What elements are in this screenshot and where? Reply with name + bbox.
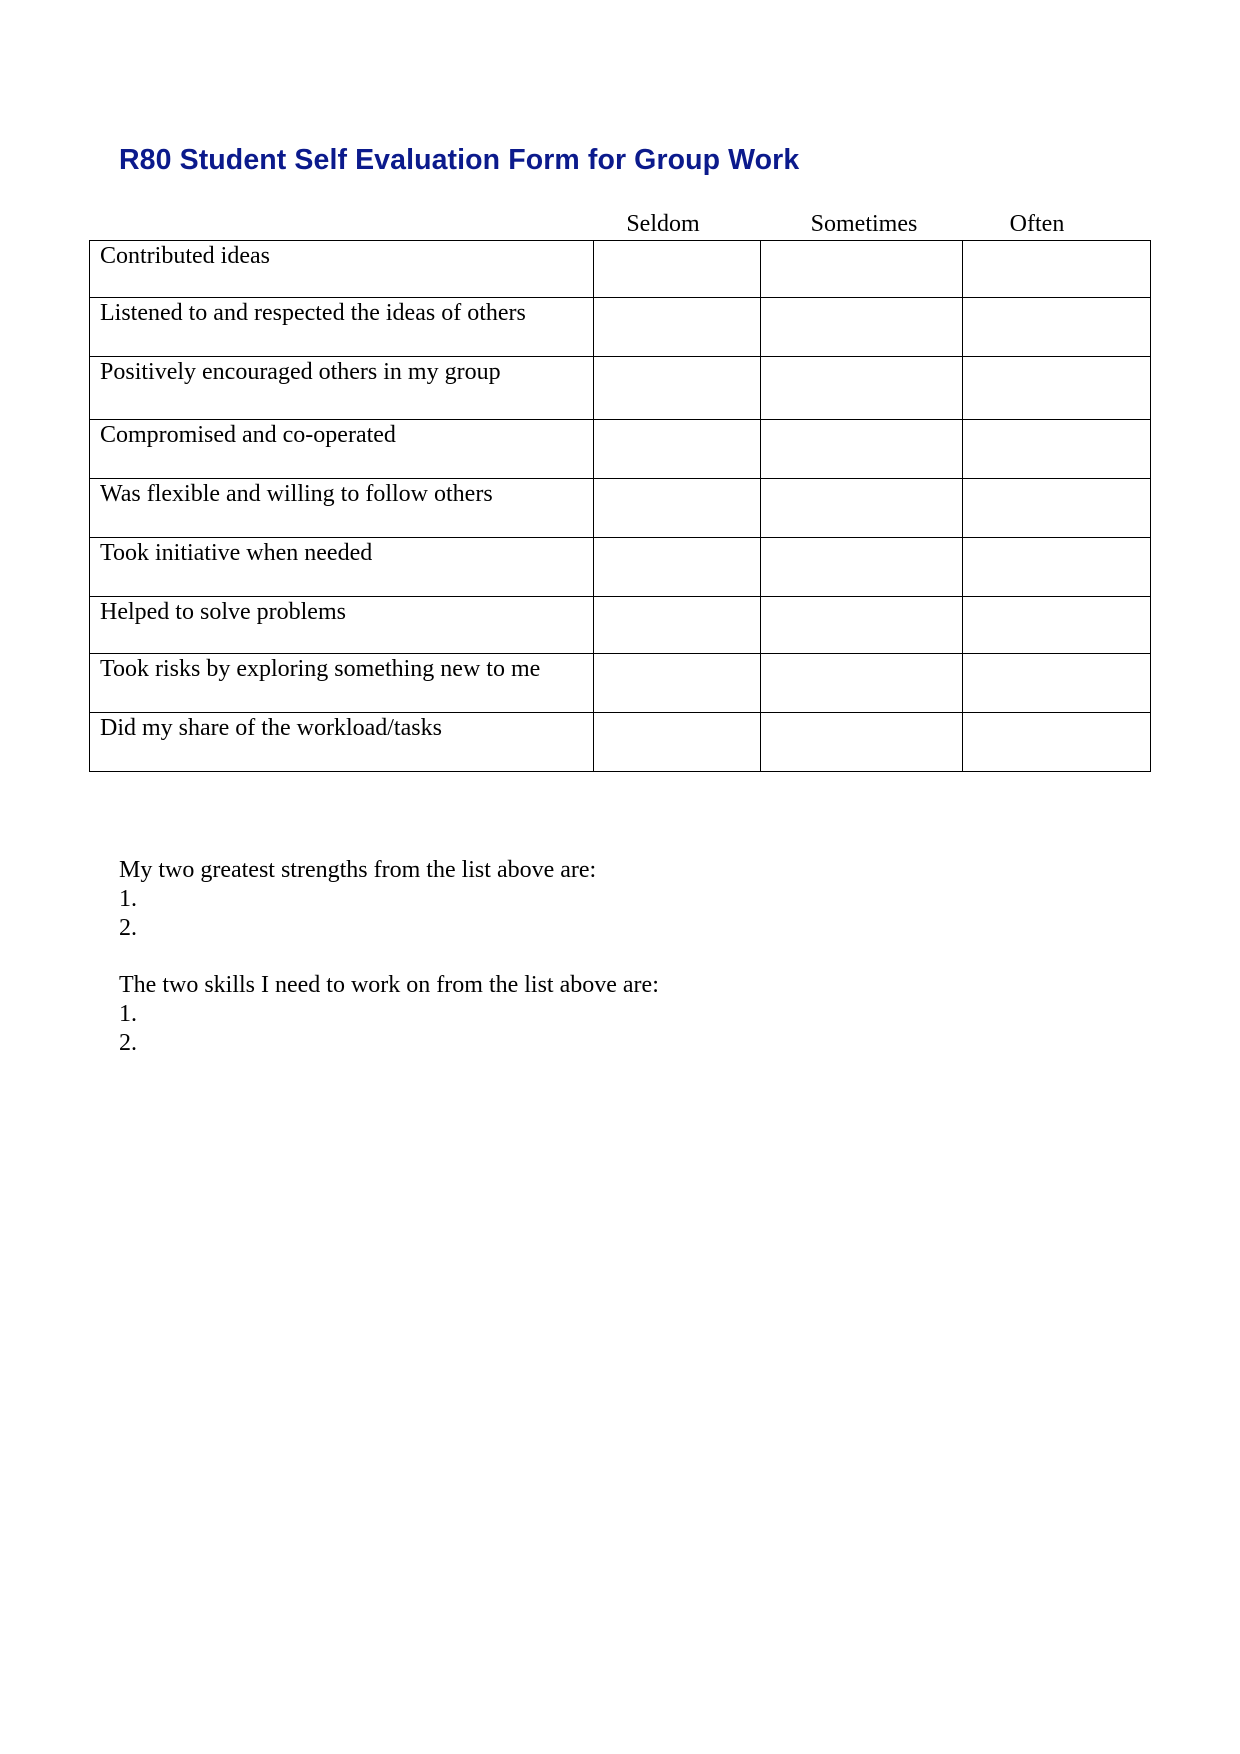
rating-cell-sometimes[interactable] — [761, 597, 963, 654]
rating-cell-often[interactable] — [963, 538, 1151, 597]
criterion-label: Took initiative when needed — [90, 538, 594, 597]
table-row — [90, 357, 1151, 420]
criterion-label: Positively encouraged others in my group — [90, 357, 594, 420]
rating-cell-seldom[interactable] — [594, 713, 761, 772]
rating-cell-sometimes[interactable] — [761, 241, 963, 298]
table-row — [90, 420, 1151, 479]
rating-cell-often[interactable] — [963, 654, 1151, 713]
rating-cell-seldom[interactable] — [594, 654, 761, 713]
rating-cell-sometimes[interactable] — [761, 654, 963, 713]
rating-cell-often[interactable] — [963, 241, 1151, 298]
column-header-often: Often — [1009, 211, 1065, 237]
rating-cell-seldom[interactable] — [594, 479, 761, 538]
rating-cell-seldom[interactable] — [594, 298, 761, 357]
table-row — [90, 654, 1151, 713]
rating-cell-often[interactable] — [963, 713, 1151, 772]
rating-cell-sometimes[interactable] — [761, 713, 963, 772]
table-row — [90, 241, 1151, 298]
strengths-prompt: My two greatest strengths from the list above are: — [119, 857, 597, 883]
criterion-label: Contributed ideas — [90, 241, 594, 298]
table-row — [90, 479, 1151, 538]
table-row — [90, 538, 1151, 597]
criterion-label: Was flexible and willing to follow others — [90, 479, 594, 538]
column-header-sometimes: Sometimes — [810, 211, 918, 237]
improvement-item-1[interactable]: 1. — [119, 1001, 137, 1027]
table-row — [90, 597, 1151, 654]
criterion-label: Compromised and co-operated — [90, 420, 594, 479]
rating-cell-seldom[interactable] — [594, 357, 761, 420]
form-title: R80 Student Self Evaluation Form for Group Work — [119, 144, 800, 176]
rating-cell-often[interactable] — [963, 420, 1151, 479]
evaluation-table — [89, 240, 1151, 772]
table-row — [90, 298, 1151, 357]
criterion-label: Helped to solve problems — [90, 597, 594, 654]
criterion-label: Did my share of the workload/tasks — [90, 713, 594, 772]
criterion-label: Took risks by exploring something new to me — [90, 654, 594, 713]
rating-cell-sometimes[interactable] — [761, 479, 963, 538]
rating-cell-seldom[interactable] — [594, 420, 761, 479]
improvements-section — [119, 971, 659, 1058]
rating-cell-often[interactable] — [963, 597, 1151, 654]
improvements-prompt: The two skills I need to work on from the list above are: — [119, 972, 659, 998]
rating-cell-sometimes[interactable] — [761, 357, 963, 420]
rating-cell-sometimes[interactable] — [761, 420, 963, 479]
rating-cell-seldom[interactable] — [594, 597, 761, 654]
rating-cell-sometimes[interactable] — [761, 298, 963, 357]
rating-cell-sometimes[interactable] — [761, 538, 963, 597]
column-header-seldom: Seldom — [626, 211, 700, 237]
rating-cell-often[interactable] — [963, 479, 1151, 538]
strength-item-2[interactable]: 2. — [119, 915, 137, 941]
criterion-label: Listened to and respected the ideas of others — [90, 298, 594, 357]
improvement-item-2[interactable]: 2. — [119, 1030, 137, 1056]
rating-cell-often[interactable] — [963, 298, 1151, 357]
strength-item-1[interactable]: 1. — [119, 886, 137, 912]
rating-cell-seldom[interactable] — [594, 241, 761, 298]
strengths-section — [119, 856, 596, 943]
table-row — [90, 713, 1151, 772]
rating-cell-seldom[interactable] — [594, 538, 761, 597]
rating-cell-often[interactable] — [963, 357, 1151, 420]
